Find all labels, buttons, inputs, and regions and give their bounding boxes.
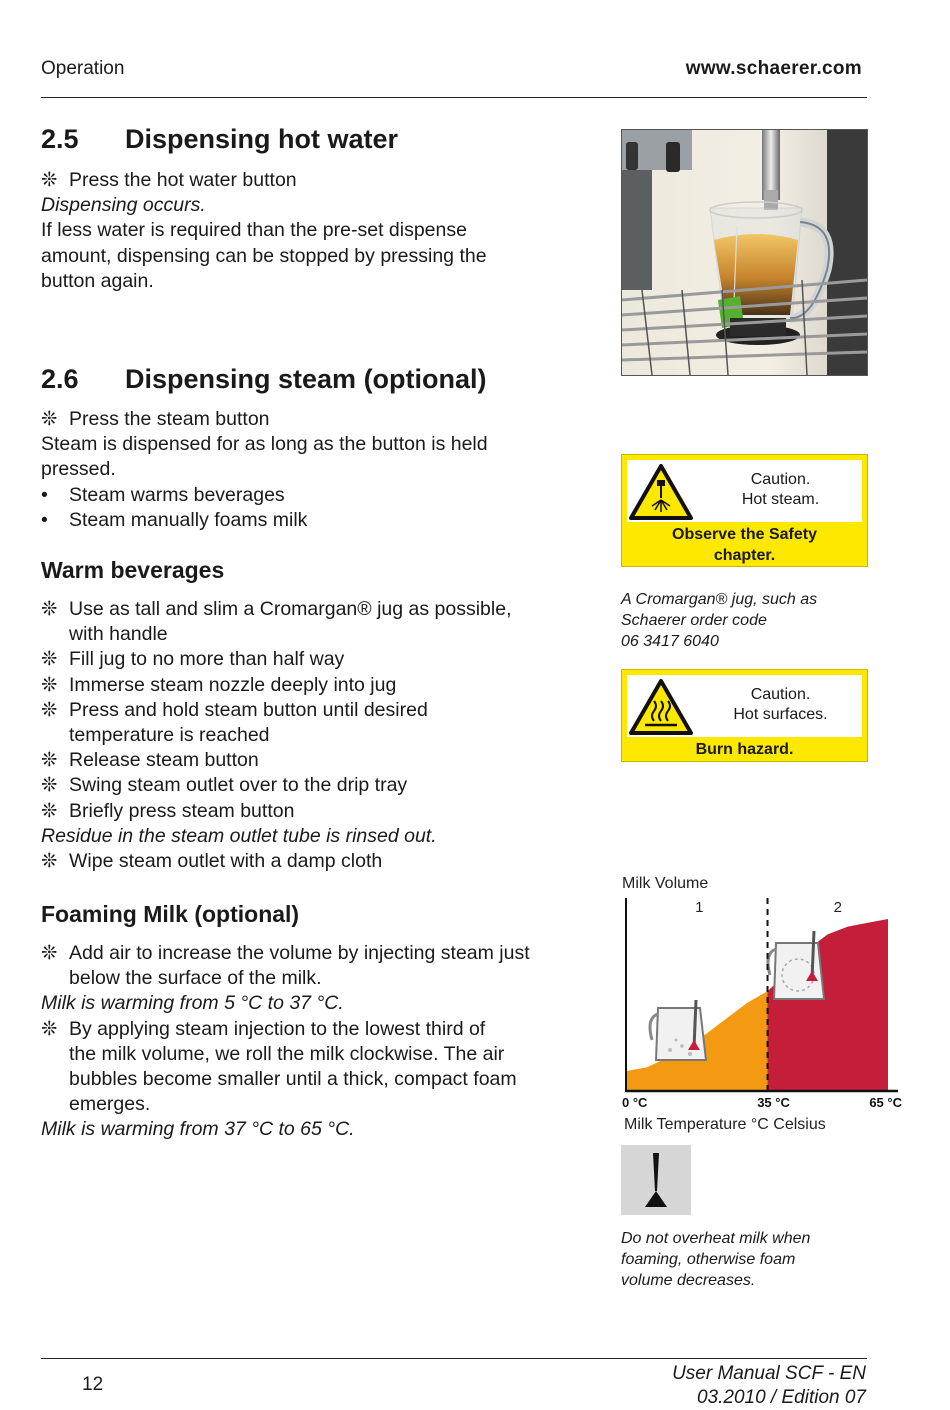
text-line: Milk is warming from 37 °C to 65 °C. [41,1118,355,1141]
warning-line: Hot steam. [741,491,820,508]
step-item [41,849,601,874]
overheat-note [621,1228,861,1291]
chart-x-axis-label: Milk Temperature °C Celsius [624,1116,826,1133]
hot-steam-warning-icon [627,460,695,522]
x-tick-label: 0 °C [622,1095,648,1110]
section-number: 2.5 [41,124,79,154]
step-item [41,799,601,824]
result-text: Dispensing occurs. [41,194,206,217]
step-marker-icon: ❊ [41,942,58,964]
step-text: Press the hot water button [69,169,297,191]
step-item [41,941,601,991]
milk-volume-chart [620,870,910,1140]
milk-jug-phase-2-icon [768,931,824,999]
phase-label-2: 2 [833,899,842,916]
jug-note-line: A Cromargan® jug, such as [621,591,818,608]
info-line: pressed. [41,458,116,481]
overheat-note-line: Do not overheat milk when [621,1230,811,1247]
overheat-note-line: volume decreases. [621,1272,756,1289]
warning-footer-line: chapter. [713,547,776,564]
warning-footer-line: Burn hazard. [695,741,794,758]
footer-manual-title: User Manual SCF - EN [672,1363,866,1384]
chart-y-axis-label: Milk Volume [622,875,709,892]
bullet-text: Steam manually foams milk [69,508,308,531]
warning-line: Caution. [750,471,811,488]
note-line: If less water is required than the pre-set dispense [41,219,467,242]
warm-beverages-steps [41,597,601,874]
text-line: Briefly press steam button [69,799,295,822]
text-line: temperature is reached [69,724,270,747]
step-item [41,1017,601,1118]
step-marker-icon: ❊ [41,648,58,671]
note-line: amount, dispensing can be stopped by pressing the [41,244,487,267]
step-marker-icon: ❊ [41,673,58,696]
step-text: Press the steam button [69,408,270,430]
step-marker-icon: ❊ [41,698,58,721]
step-item [41,673,601,698]
header-website: www.schaerer.com [685,58,862,79]
step-marker-icon: ❊ [41,799,58,822]
overheat-note-line: foaming, otherwise foam [621,1251,796,1268]
result-text [41,1117,601,1142]
step-marker-icon: ❊ [41,408,58,430]
text-line: Milk is warming from 5 °C to 37 °C. [41,992,344,1015]
step-marker-icon: ❊ [41,850,58,873]
text-line: the milk volume, we roll the milk clockwise. The air [69,1042,505,1065]
step-item [41,773,601,798]
warning-line: Hot surfaces. [733,706,828,723]
warm-beverages-heading: Warm beverages [41,557,225,583]
info-line: Steam is dispensed for as long as the button is held [41,433,488,456]
attention-icon [621,1145,691,1215]
text-line: Add air to increase the volume by injecting steam just [69,942,530,964]
text-line: Immerse steam nozzle deeply into jug [69,673,397,696]
result-text [41,991,601,1016]
bullet-text: Steam warms beverages [69,483,285,506]
step-item [41,647,601,672]
phase-label-1: 1 [695,899,704,916]
section-title: Dispensing steam (optional) [125,364,487,394]
section-title: Dispensing hot water [125,124,399,154]
footer-rule [41,1358,867,1359]
hot-water-dispensing-photo [621,129,868,376]
bullet-icon: • [41,483,48,506]
jug-note-line: 06 3417 6040 [621,633,719,650]
text-line: below the surface of the milk. [69,967,322,990]
jug-note-line: Schaerer order code [621,612,767,629]
text-line: By applying steam injection to the lowest third of [69,1017,486,1040]
milk-jug-phase-1-icon [650,1000,706,1060]
step-marker-icon: ❊ [41,169,58,191]
text-line: Use as tall and slim a Cromargan® jug as possible, [69,598,512,620]
step-item [41,597,601,647]
bullet-icon: • [41,508,48,531]
section-2-6-body [41,407,601,533]
step-marker-icon: ❊ [41,1017,58,1040]
section-2-5-heading [41,124,398,155]
x-tick-label: 35 °C [757,1095,790,1110]
text-line: Residue in the steam outlet tube is rinsed out. [41,824,437,847]
text-line: Wipe steam outlet with a damp cloth [69,850,383,873]
step-item [41,698,601,748]
warning-line: Caution. [750,686,811,703]
step-marker-icon: ❊ [41,598,58,620]
hot-surface-warning [621,669,868,762]
x-tick-label: 65 °C [869,1095,902,1110]
section-2-6-heading [41,364,487,395]
text-line: bubbles become smaller until a thick, compact foam [69,1068,517,1091]
text-line: Swing steam outlet over to the drip tray [69,774,408,797]
jug-note [621,589,861,652]
step-marker-icon: ❊ [41,749,58,772]
step-marker-icon: ❊ [41,774,58,797]
warning-footer-line: Observe the Safety [672,526,817,543]
section-number: 2.6 [41,364,79,394]
hot-surface-warning-icon [627,675,695,737]
foaming-milk-heading: Foaming Milk (optional) [41,901,300,927]
chart-series-areas [627,919,888,1090]
text-line: Release steam button [69,749,259,772]
footer-manual-info [560,1362,866,1410]
text-line: with handle [69,623,168,646]
text-line: Press and hold steam button until desired [69,698,428,721]
header-rule [41,97,867,98]
note-line: button again. [41,269,154,292]
footer-edition: 03.2010 / Edition 07 [696,1387,866,1408]
text-line: emerges. [69,1093,151,1116]
step-item [41,748,601,773]
foaming-milk-steps [41,941,601,1143]
text-line: Fill jug to no more than half way [69,648,345,671]
bullet-item [41,508,601,533]
section-2-5-body [41,168,601,294]
hot-steam-warning [621,454,868,567]
header-section-label: Operation [41,58,125,79]
result-text [41,824,601,849]
page-number: 12 [82,1374,104,1395]
step-item [41,407,601,432]
bullet-item [41,483,601,508]
step-item [41,168,601,193]
